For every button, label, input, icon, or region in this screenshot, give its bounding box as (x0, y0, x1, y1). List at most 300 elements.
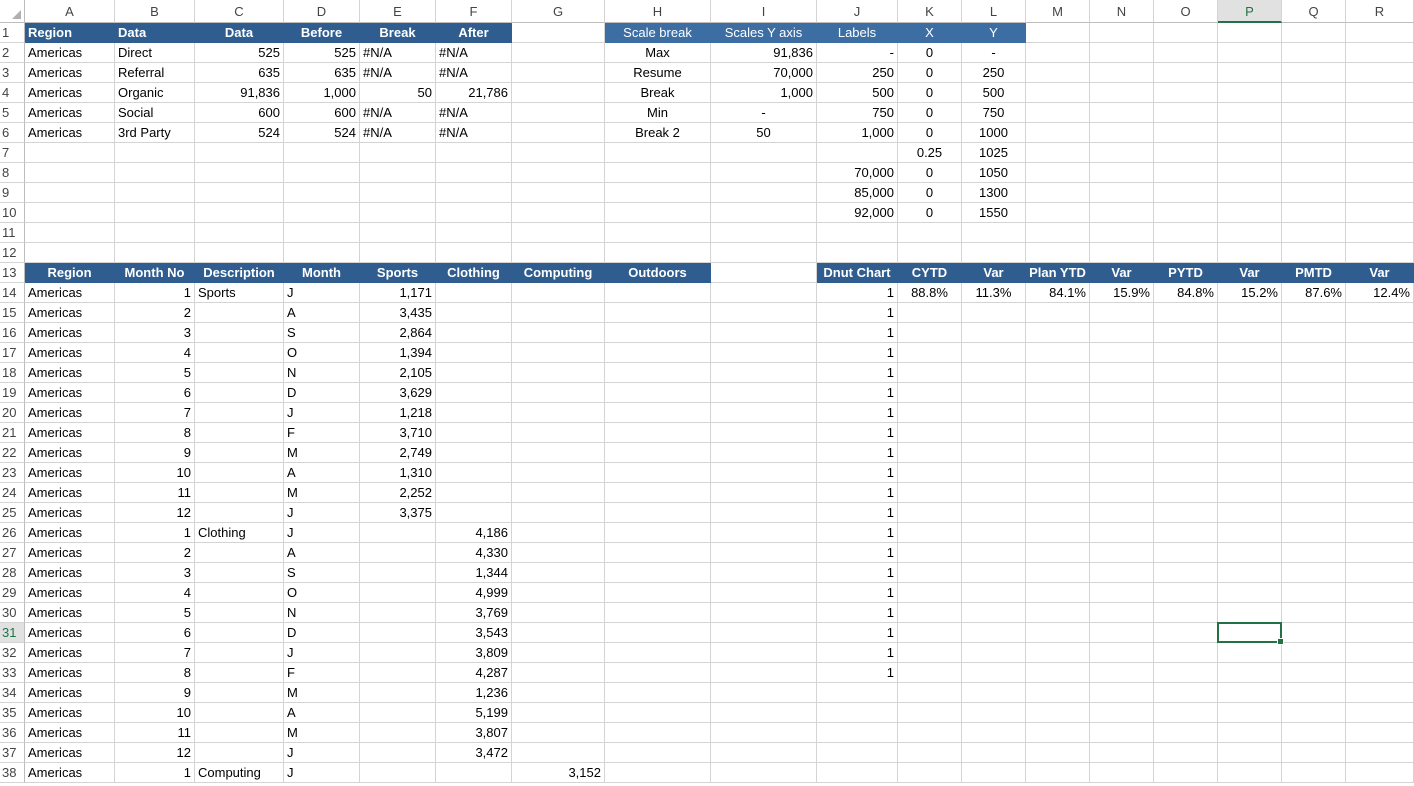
cell-o30[interactable] (1154, 603, 1218, 623)
header-cell-k1[interactable]: X (898, 23, 962, 43)
cell-f12[interactable] (436, 243, 512, 263)
cell-f38[interactable] (436, 763, 512, 783)
cell-r9[interactable] (1346, 183, 1414, 203)
cell-j20[interactable]: 1 (817, 403, 898, 423)
cell-i29[interactable] (711, 583, 817, 603)
cell-l2[interactable]: - (962, 43, 1026, 63)
cell-o18[interactable] (1154, 363, 1218, 383)
cell-f23[interactable] (436, 463, 512, 483)
cell-b29[interactable]: 4 (115, 583, 195, 603)
cell-m7[interactable] (1026, 143, 1090, 163)
cell-g17[interactable] (512, 343, 605, 363)
cell-p27[interactable] (1218, 543, 1282, 563)
cell-q32[interactable] (1282, 643, 1346, 663)
cell-j34[interactable] (817, 683, 898, 703)
cell-o25[interactable] (1154, 503, 1218, 523)
column-header-j[interactable]: J (817, 0, 898, 23)
cell-i13[interactable] (711, 263, 817, 283)
cell-e17[interactable]: 1,394 (360, 343, 436, 363)
cell-r16[interactable] (1346, 323, 1414, 343)
cell-r35[interactable] (1346, 703, 1414, 723)
cell-q25[interactable] (1282, 503, 1346, 523)
cell-p30[interactable] (1218, 603, 1282, 623)
cell-j31[interactable]: 1 (817, 623, 898, 643)
cell-l23[interactable] (962, 463, 1026, 483)
cell-o28[interactable] (1154, 563, 1218, 583)
cell-p22[interactable] (1218, 443, 1282, 463)
cell-j29[interactable]: 1 (817, 583, 898, 603)
cell-p14[interactable]: 15.2% (1218, 283, 1282, 303)
cell-f27[interactable]: 4,330 (436, 543, 512, 563)
cell-j35[interactable] (817, 703, 898, 723)
cell-a32[interactable]: Americas (25, 643, 115, 663)
cell-d4[interactable]: 1,000 (284, 83, 360, 103)
cell-o11[interactable] (1154, 223, 1218, 243)
column-header-n[interactable]: N (1090, 0, 1154, 23)
cell-c11[interactable] (195, 223, 284, 243)
cell-l35[interactable] (962, 703, 1026, 723)
cell-o17[interactable] (1154, 343, 1218, 363)
row-header-11[interactable]: 11 (0, 223, 25, 243)
cell-h27[interactable] (605, 543, 711, 563)
cell-k12[interactable] (898, 243, 962, 263)
cell-g31[interactable] (512, 623, 605, 643)
cell-b11[interactable] (115, 223, 195, 243)
cell-k29[interactable] (898, 583, 962, 603)
cell-p8[interactable] (1218, 163, 1282, 183)
cell-q36[interactable] (1282, 723, 1346, 743)
cell-g30[interactable] (512, 603, 605, 623)
cell-k32[interactable] (898, 643, 962, 663)
cell-j12[interactable] (817, 243, 898, 263)
row-header-4[interactable]: 4 (0, 83, 25, 103)
cell-k11[interactable] (898, 223, 962, 243)
cell-m3[interactable] (1026, 63, 1090, 83)
cell-q35[interactable] (1282, 703, 1346, 723)
cell-h4[interactable]: Break (605, 83, 711, 103)
cell-d29[interactable]: O (284, 583, 360, 603)
cell-p10[interactable] (1218, 203, 1282, 223)
cell-n25[interactable] (1090, 503, 1154, 523)
cell-r38[interactable] (1346, 763, 1414, 783)
cell-r30[interactable] (1346, 603, 1414, 623)
cell-m12[interactable] (1026, 243, 1090, 263)
cell-h33[interactable] (605, 663, 711, 683)
cell-j10[interactable]: 92,000 (817, 203, 898, 223)
cell-g21[interactable] (512, 423, 605, 443)
cell-o33[interactable] (1154, 663, 1218, 683)
cell-m6[interactable] (1026, 123, 1090, 143)
cell-c18[interactable] (195, 363, 284, 383)
cell-r18[interactable] (1346, 363, 1414, 383)
cell-d16[interactable]: S (284, 323, 360, 343)
cell-a14[interactable]: Americas (25, 283, 115, 303)
cell-n26[interactable] (1090, 523, 1154, 543)
cell-r8[interactable] (1346, 163, 1414, 183)
row-header-28[interactable]: 28 (0, 563, 25, 583)
cell-d7[interactable] (284, 143, 360, 163)
header-cell-l1[interactable]: Y (962, 23, 1026, 43)
cell-p15[interactable] (1218, 303, 1282, 323)
cell-o2[interactable] (1154, 43, 1218, 63)
cell-d21[interactable]: F (284, 423, 360, 443)
cell-k2[interactable]: 0 (898, 43, 962, 63)
cell-e23[interactable]: 1,310 (360, 463, 436, 483)
cell-n12[interactable] (1090, 243, 1154, 263)
cell-q38[interactable] (1282, 763, 1346, 783)
cell-n6[interactable] (1090, 123, 1154, 143)
cell-k24[interactable] (898, 483, 962, 503)
cell-q12[interactable] (1282, 243, 1346, 263)
cell-k35[interactable] (898, 703, 962, 723)
cell-c5[interactable]: 600 (195, 103, 284, 123)
cell-q30[interactable] (1282, 603, 1346, 623)
cell-i15[interactable] (711, 303, 817, 323)
cell-m26[interactable] (1026, 523, 1090, 543)
cell-j11[interactable] (817, 223, 898, 243)
cell-n8[interactable] (1090, 163, 1154, 183)
cell-i31[interactable] (711, 623, 817, 643)
cell-j22[interactable]: 1 (817, 443, 898, 463)
cell-h20[interactable] (605, 403, 711, 423)
cell-o37[interactable] (1154, 743, 1218, 763)
column-header-r[interactable]: R (1346, 0, 1414, 23)
cell-c7[interactable] (195, 143, 284, 163)
column-header-l[interactable]: L (962, 0, 1026, 23)
cell-o1[interactable] (1154, 23, 1218, 43)
row-header-37[interactable]: 37 (0, 743, 25, 763)
cell-q37[interactable] (1282, 743, 1346, 763)
cell-f37[interactable]: 3,472 (436, 743, 512, 763)
cell-n31[interactable] (1090, 623, 1154, 643)
cell-r24[interactable] (1346, 483, 1414, 503)
cell-g11[interactable] (512, 223, 605, 243)
cell-m14[interactable]: 84.1% (1026, 283, 1090, 303)
cell-c32[interactable] (195, 643, 284, 663)
cell-a22[interactable]: Americas (25, 443, 115, 463)
cell-i38[interactable] (711, 763, 817, 783)
cell-j30[interactable]: 1 (817, 603, 898, 623)
cell-c3[interactable]: 635 (195, 63, 284, 83)
cell-r21[interactable] (1346, 423, 1414, 443)
cell-m38[interactable] (1026, 763, 1090, 783)
cell-h9[interactable] (605, 183, 711, 203)
cell-a24[interactable]: Americas (25, 483, 115, 503)
cell-e19[interactable]: 3,629 (360, 383, 436, 403)
cell-g1[interactable] (512, 23, 605, 43)
cell-h16[interactable] (605, 323, 711, 343)
cell-o19[interactable] (1154, 383, 1218, 403)
cell-j4[interactable]: 500 (817, 83, 898, 103)
cell-o6[interactable] (1154, 123, 1218, 143)
cell-c2[interactable]: 525 (195, 43, 284, 63)
cell-k15[interactable] (898, 303, 962, 323)
cell-i37[interactable] (711, 743, 817, 763)
cell-j15[interactable]: 1 (817, 303, 898, 323)
cell-f11[interactable] (436, 223, 512, 243)
cell-a37[interactable]: Americas (25, 743, 115, 763)
cell-q31[interactable] (1282, 623, 1346, 643)
cell-f34[interactable]: 1,236 (436, 683, 512, 703)
cell-p38[interactable] (1218, 763, 1282, 783)
cell-n37[interactable] (1090, 743, 1154, 763)
cell-a6[interactable]: Americas (25, 123, 115, 143)
cell-d36[interactable]: M (284, 723, 360, 743)
header-cell-i1[interactable]: Scales Y axis (711, 23, 817, 43)
cell-j6[interactable]: 1,000 (817, 123, 898, 143)
cell-k10[interactable]: 0 (898, 203, 962, 223)
cell-l27[interactable] (962, 543, 1026, 563)
cell-n20[interactable] (1090, 403, 1154, 423)
cell-b18[interactable]: 5 (115, 363, 195, 383)
cell-n4[interactable] (1090, 83, 1154, 103)
row-header-35[interactable]: 35 (0, 703, 25, 723)
cell-n5[interactable] (1090, 103, 1154, 123)
cell-e4[interactable]: 50 (360, 83, 436, 103)
cell-a17[interactable]: Americas (25, 343, 115, 363)
header-cell-j13[interactable]: Dnut Chart (817, 263, 898, 283)
cell-e34[interactable] (360, 683, 436, 703)
cell-r19[interactable] (1346, 383, 1414, 403)
cell-h14[interactable] (605, 283, 711, 303)
cell-a2[interactable]: Americas (25, 43, 115, 63)
cell-i16[interactable] (711, 323, 817, 343)
cell-r25[interactable] (1346, 503, 1414, 523)
cell-j17[interactable]: 1 (817, 343, 898, 363)
row-header-31[interactable]: 31 (0, 623, 25, 643)
cell-k21[interactable] (898, 423, 962, 443)
cell-m30[interactable] (1026, 603, 1090, 623)
cell-i6[interactable]: 50 (711, 123, 817, 143)
cell-e29[interactable] (360, 583, 436, 603)
row-header-24[interactable]: 24 (0, 483, 25, 503)
cell-d34[interactable]: M (284, 683, 360, 703)
cell-f2[interactable]: #N/A (436, 43, 512, 63)
header-cell-h1[interactable]: Scale break (605, 23, 711, 43)
cell-g15[interactable] (512, 303, 605, 323)
cell-f36[interactable]: 3,807 (436, 723, 512, 743)
cell-i21[interactable] (711, 423, 817, 443)
cell-m11[interactable] (1026, 223, 1090, 243)
cell-d33[interactable]: F (284, 663, 360, 683)
cell-r14[interactable]: 12.4% (1346, 283, 1414, 303)
cell-f26[interactable]: 4,186 (436, 523, 512, 543)
cell-l34[interactable] (962, 683, 1026, 703)
cell-i19[interactable] (711, 383, 817, 403)
row-header-27[interactable]: 27 (0, 543, 25, 563)
cell-l22[interactable] (962, 443, 1026, 463)
cell-k37[interactable] (898, 743, 962, 763)
cell-f18[interactable] (436, 363, 512, 383)
cell-d3[interactable]: 635 (284, 63, 360, 83)
cell-b9[interactable] (115, 183, 195, 203)
column-header-m[interactable]: M (1026, 0, 1090, 23)
cell-c14[interactable]: Sports (195, 283, 284, 303)
cell-r2[interactable] (1346, 43, 1414, 63)
header-cell-e1[interactable]: Break (360, 23, 436, 43)
cell-k27[interactable] (898, 543, 962, 563)
cell-g22[interactable] (512, 443, 605, 463)
cell-a27[interactable]: Americas (25, 543, 115, 563)
column-header-k[interactable]: K (898, 0, 962, 23)
cell-q6[interactable] (1282, 123, 1346, 143)
cell-f28[interactable]: 1,344 (436, 563, 512, 583)
row-header-16[interactable]: 16 (0, 323, 25, 343)
cell-a20[interactable]: Americas (25, 403, 115, 423)
cell-q27[interactable] (1282, 543, 1346, 563)
row-header-13[interactable]: 13 (0, 263, 25, 283)
cell-g35[interactable] (512, 703, 605, 723)
header-cell-a1[interactable]: Region (25, 23, 115, 43)
cell-h2[interactable]: Max (605, 43, 711, 63)
cell-m23[interactable] (1026, 463, 1090, 483)
cell-e8[interactable] (360, 163, 436, 183)
cell-b30[interactable]: 5 (115, 603, 195, 623)
cell-c6[interactable]: 524 (195, 123, 284, 143)
header-cell-c13[interactable]: Description (195, 263, 284, 283)
row-header-17[interactable]: 17 (0, 343, 25, 363)
cell-g33[interactable] (512, 663, 605, 683)
cell-c12[interactable] (195, 243, 284, 263)
cell-o10[interactable] (1154, 203, 1218, 223)
cell-j8[interactable]: 70,000 (817, 163, 898, 183)
cell-a31[interactable]: Americas (25, 623, 115, 643)
cell-c10[interactable] (195, 203, 284, 223)
cell-o36[interactable] (1154, 723, 1218, 743)
cell-k14[interactable]: 88.8% (898, 283, 962, 303)
row-header-15[interactable]: 15 (0, 303, 25, 323)
cell-q29[interactable] (1282, 583, 1346, 603)
cell-a34[interactable]: Americas (25, 683, 115, 703)
cell-a29[interactable]: Americas (25, 583, 115, 603)
row-header-32[interactable]: 32 (0, 643, 25, 663)
cell-r20[interactable] (1346, 403, 1414, 423)
row-header-6[interactable]: 6 (0, 123, 25, 143)
cell-p34[interactable] (1218, 683, 1282, 703)
cell-a12[interactable] (25, 243, 115, 263)
cell-i20[interactable] (711, 403, 817, 423)
cell-b32[interactable]: 7 (115, 643, 195, 663)
cell-p1[interactable] (1218, 23, 1282, 43)
cell-j2[interactable]: - (817, 43, 898, 63)
cell-h5[interactable]: Min (605, 103, 711, 123)
cell-n28[interactable] (1090, 563, 1154, 583)
cell-a7[interactable] (25, 143, 115, 163)
header-cell-f1[interactable]: After (436, 23, 512, 43)
cell-j24[interactable]: 1 (817, 483, 898, 503)
cell-j14[interactable]: 1 (817, 283, 898, 303)
cell-h36[interactable] (605, 723, 711, 743)
cell-m27[interactable] (1026, 543, 1090, 563)
cell-h34[interactable] (605, 683, 711, 703)
cell-e38[interactable] (360, 763, 436, 783)
cell-o12[interactable] (1154, 243, 1218, 263)
cell-e5[interactable]: #N/A (360, 103, 436, 123)
header-cell-m13[interactable]: Plan YTD (1026, 263, 1090, 283)
cell-a18[interactable]: Americas (25, 363, 115, 383)
cell-m24[interactable] (1026, 483, 1090, 503)
cell-c35[interactable] (195, 703, 284, 723)
cell-i11[interactable] (711, 223, 817, 243)
cell-g29[interactable] (512, 583, 605, 603)
cell-c29[interactable] (195, 583, 284, 603)
cell-d11[interactable] (284, 223, 360, 243)
cell-m4[interactable] (1026, 83, 1090, 103)
cell-p32[interactable] (1218, 643, 1282, 663)
cell-c21[interactable] (195, 423, 284, 443)
cell-o32[interactable] (1154, 643, 1218, 663)
cell-e6[interactable]: #N/A (360, 123, 436, 143)
cell-m21[interactable] (1026, 423, 1090, 443)
cell-r10[interactable] (1346, 203, 1414, 223)
cell-p5[interactable] (1218, 103, 1282, 123)
cell-e2[interactable]: #N/A (360, 43, 436, 63)
cell-o16[interactable] (1154, 323, 1218, 343)
cell-f14[interactable] (436, 283, 512, 303)
header-cell-a13[interactable]: Region (25, 263, 115, 283)
cell-b28[interactable]: 3 (115, 563, 195, 583)
cell-k38[interactable] (898, 763, 962, 783)
cell-i36[interactable] (711, 723, 817, 743)
cell-m28[interactable] (1026, 563, 1090, 583)
cell-p19[interactable] (1218, 383, 1282, 403)
cell-i23[interactable] (711, 463, 817, 483)
cell-k3[interactable]: 0 (898, 63, 962, 83)
cell-c8[interactable] (195, 163, 284, 183)
cell-r23[interactable] (1346, 463, 1414, 483)
cell-q15[interactable] (1282, 303, 1346, 323)
cell-q1[interactable] (1282, 23, 1346, 43)
cell-r17[interactable] (1346, 343, 1414, 363)
cell-g32[interactable] (512, 643, 605, 663)
row-header-25[interactable]: 25 (0, 503, 25, 523)
cell-f20[interactable] (436, 403, 512, 423)
cell-a25[interactable]: Americas (25, 503, 115, 523)
cell-e11[interactable] (360, 223, 436, 243)
cell-p7[interactable] (1218, 143, 1282, 163)
cell-p24[interactable] (1218, 483, 1282, 503)
header-cell-c1[interactable]: Data (195, 23, 284, 43)
cell-j16[interactable]: 1 (817, 323, 898, 343)
cell-m8[interactable] (1026, 163, 1090, 183)
row-header-19[interactable]: 19 (0, 383, 25, 403)
cell-p6[interactable] (1218, 123, 1282, 143)
cell-q9[interactable] (1282, 183, 1346, 203)
header-cell-r13[interactable]: Var (1346, 263, 1414, 283)
cell-h30[interactable] (605, 603, 711, 623)
cell-n36[interactable] (1090, 723, 1154, 743)
cell-p2[interactable] (1218, 43, 1282, 63)
column-header-q[interactable]: Q (1282, 0, 1346, 23)
cell-j23[interactable]: 1 (817, 463, 898, 483)
cell-o31[interactable] (1154, 623, 1218, 643)
cell-c15[interactable] (195, 303, 284, 323)
cell-b38[interactable]: 1 (115, 763, 195, 783)
cell-d8[interactable] (284, 163, 360, 183)
cell-a15[interactable]: Americas (25, 303, 115, 323)
cell-l14[interactable]: 11.3% (962, 283, 1026, 303)
cell-d14[interactable]: J (284, 283, 360, 303)
cell-q4[interactable] (1282, 83, 1346, 103)
cell-f4[interactable]: 21,786 (436, 83, 512, 103)
cell-b35[interactable]: 10 (115, 703, 195, 723)
cell-p12[interactable] (1218, 243, 1282, 263)
cell-b10[interactable] (115, 203, 195, 223)
cell-a23[interactable]: Americas (25, 463, 115, 483)
cell-e18[interactable]: 2,105 (360, 363, 436, 383)
cell-m1[interactable] (1026, 23, 1090, 43)
cell-p29[interactable] (1218, 583, 1282, 603)
